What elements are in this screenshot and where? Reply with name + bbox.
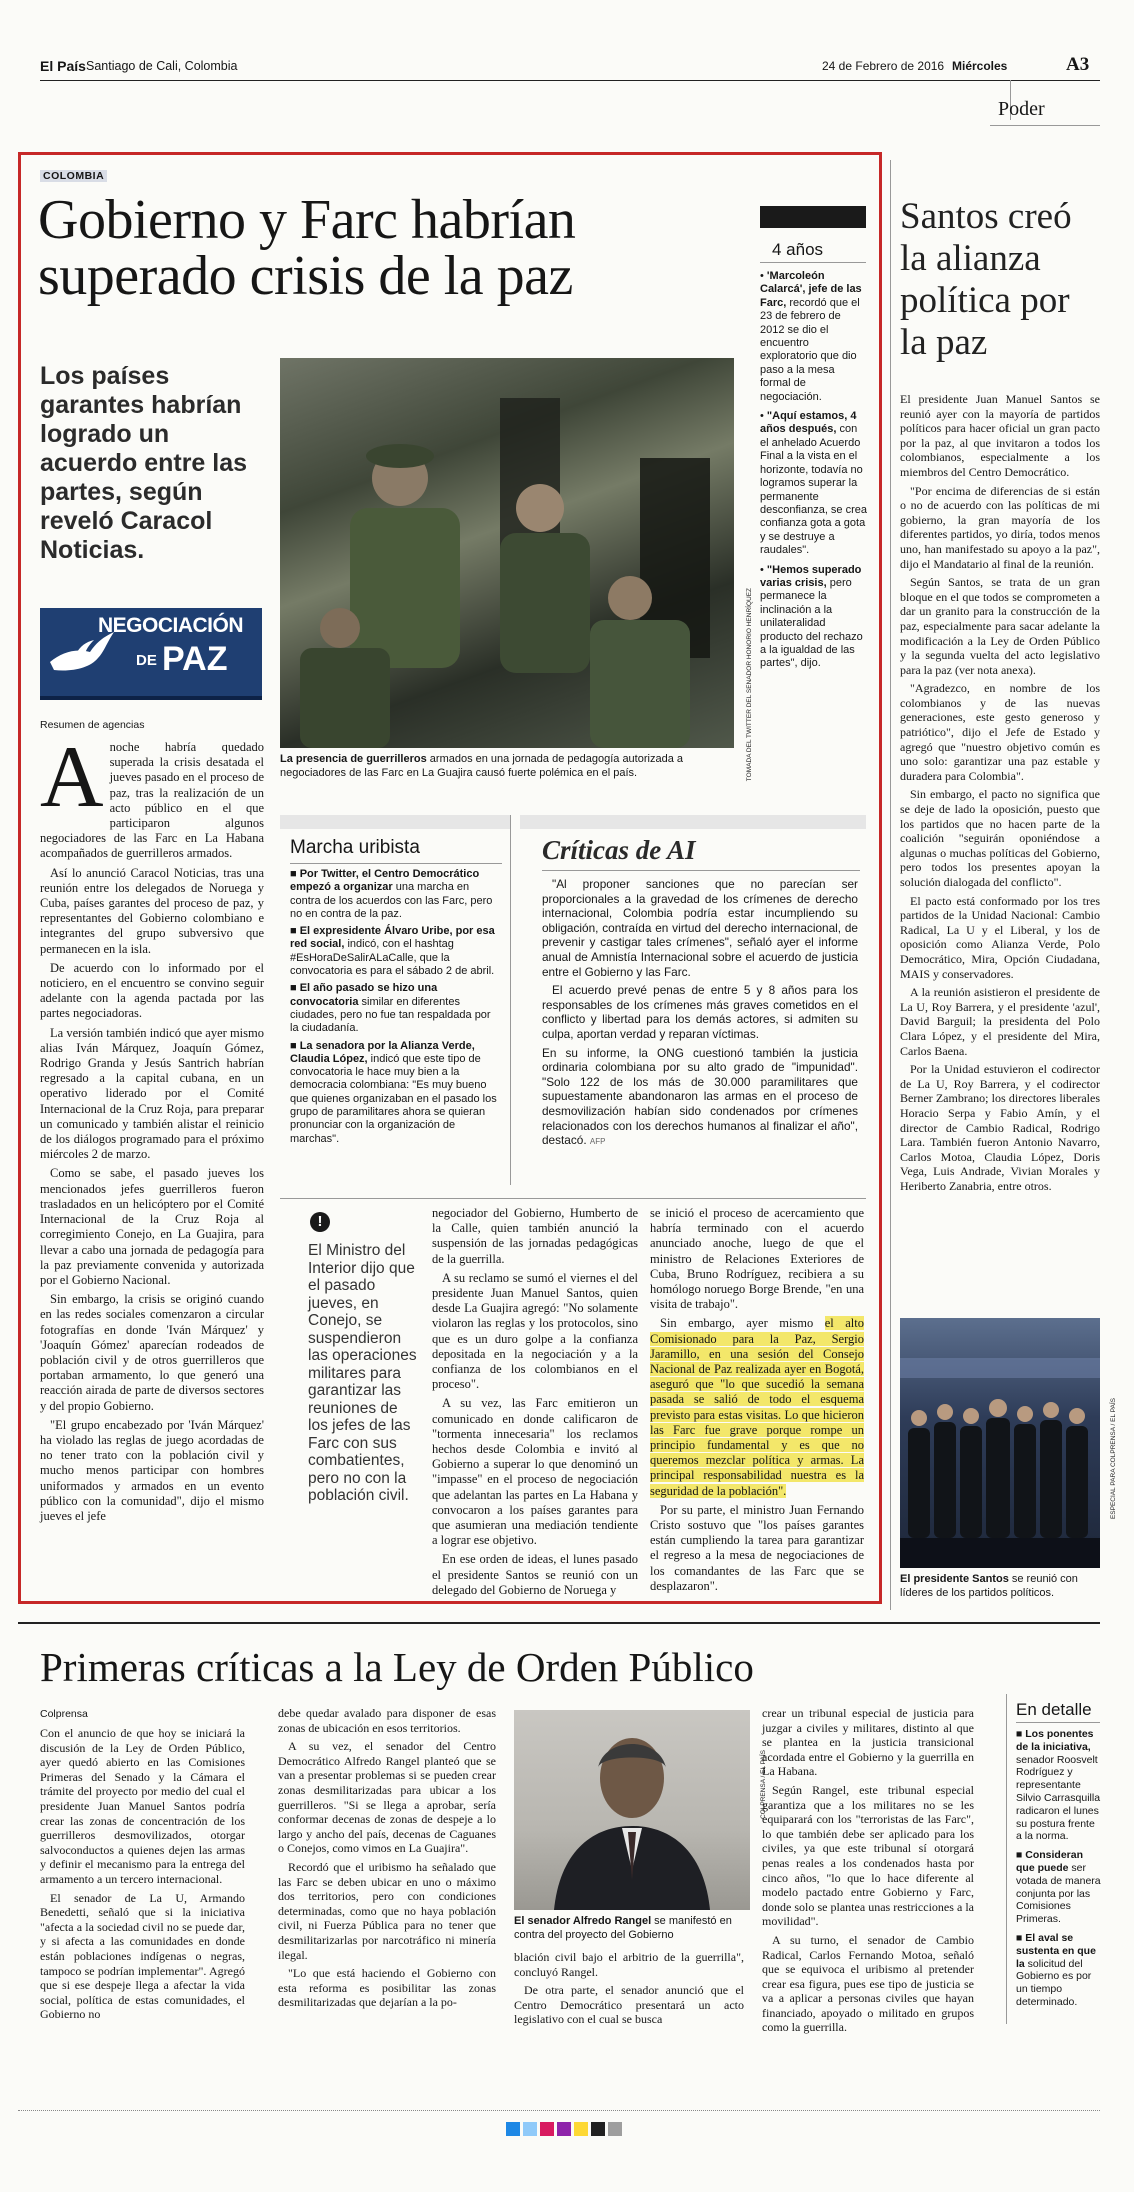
cuatro-anos-rule [760,262,866,263]
santos-caption: El presidente Santos se reunió con líderes de los partidos políticos. [900,1573,1078,1599]
logo-text-1: NEGOCIACIÓN [98,614,244,637]
santos-headline: Santos creó la alianza política por la paz [900,196,1072,363]
criticas-rule [542,870,860,871]
marcha-title: Marcha uribista [290,837,420,858]
main-col-3: negociador del Gobierno, Humberto de la Calle, quien también anunció la suspensión de las jornadas pedagógicas de la guerrilla. A su reclamo se sumó el viernes el del presidente Juan Manuel Santos, quien desde La Guajira agregó: "No solamente violaron las reglas y los protocolos, sino que es un duro golpe a la confianza depositada en la negociación y a la confianza de los colombianos en el proceso". A su vez, las Farc emitieron un comunicado en donde calificaron de "tormenta innecesaria" los reclamos hechos desde Colombia e invitó al Gobierno a superar lo que denominó un "impasse" en el proceso de negociación que adelantan las partes en La Habana y convocaron a los países garantes para que asumieran una mediación tendiente a lograr ese objetivo. En ese orden de ideas, el lunes pasado el presidente Santos se reunió con un delegado del Gobierno de Noruega y [432,1206,638,1597]
color-swatch [591,2122,605,2136]
color-swatch [506,2122,520,2136]
color-swatch [608,2122,622,2136]
paper-name: El País [40,58,86,74]
detalle-rule [1016,1722,1100,1723]
color-swatch [574,2122,588,2136]
logo-text-3: PAZ [162,640,228,678]
logo-text-2: DE [136,652,157,669]
criticas-text: "Al proponer sanciones que no parecían ser proporcionales a la gravedad de los crímenes de derecho internacional, Colombia podría estar incumpliendo su obligación, contraída en virtud del derecho internacional, de prevenir y castigar tales crímenes", señaló ayer el informe anual de Amnistía Internacional sobre el acuerdo de justicia entre el Gobierno y las Farc. El acuerdo prevé penas de entre 5 y 8 años para los responsables de los crímenes más graves cometidos en el conflicto y libertad para los demás actores, si admiten su culpa, aportan verdad y reparan víctimas. En su informe, la ONG cuestionó también la justicia ordinaria colombiana por su alto grado de "impunidad". "Solo 122 de los más de 30.000 paramilitares que supuestamente abandonaron las armas en el proceso de desmovilización habían sido condenados por crímenes relacionados con los derechos humanos al finalizar el año", destacó. AFP [542,877,858,1148]
bottom-col-3: blación civil bajo el arbitrio de la guerrilla", concluyó Rangel. De otra parte, el senador anunció que el Centro Democrático presentará un acto legislativo con el cual se busca [514,1950,744,2027]
highlighted-quote: el alto Comisionado para la Paz, Sergio Jaramillo, en una sesión del Consejo Nacional de Paz realizada ayer en Bogotá, aseguró que "lo que sucedió la semana pasada se salió de todo el esquema previsto para estas visitas. Lo que hicieron las Farc fue grave porque rompe un principio fundamental y es que no queremos mezclar política y armas. La principal responsabilidad nuestra es la seguridad de la población". [650,1316,864,1498]
bottom-rule [18,1622,1100,1624]
right-column-divider [890,160,891,1610]
marcha-bar [280,815,510,829]
date: 24 de Febrero de 2016 [822,59,945,73]
santos-photo [900,1318,1117,1568]
color-swatch [523,2122,537,2136]
detalle-list [1016,1728,1102,2009]
bottom-col-4: crear un tribunal especial de justicia para juzgar a civiles y militares, distinto al que se plantea en la justicia transicional acordada entre el Gobierno y la guerrilla en La Habana. Según Rangel, este tribunal especial garantiza que a los militares no se les equiparará con los "terroristas de las Farc", lo que también debe ser aplicado para los civiles, ya que este tribunal sí otorgará penas reales a los condenados hasta por cinco años, "lo que lo hace diferente al modelo pactado entre Gobierno y Farc, donde solo se plantea unas restricciones a la movilidad". A su turno, el senador de Cambio Radical, Carlos Fernando Motoa, señaló que se equivoca el uribismo al pretender crear esa figura, pues ese tipo de justicia se va a aplicar a personas civiles que hayan financiado, apoyado o militado en grupos como la guerrilla. [762,1706,974,2035]
detalle-item: ■ El aval se sustenta en que la solicitud del Gobierno es por un tiempo determinado. [1016,1931,1096,2008]
detalle-item: ■ Los ponentes de la iniciativa, senador Roosvelt Rodríguez y representante Silvio Carrasquilla radicaron el lunes su postura frente a la norma. [1016,1728,1101,1843]
main-col-1 [40,729,264,1528]
cuatro-item: • 'Marcoleón Calarcá', jefe de las Farc, recordó que el 23 de febrero de 2012 se dio el encuentro exploratorio que dio paso a la mesa formal de negociación. [760,270,862,403]
color-swatch [540,2122,554,2136]
location: Santiago de Cali, Colombia [86,59,238,73]
marcha-item: ■ El expresidente Álvaro Uribe, por esa red social, indicó, con el hashtag #EsHoraDeSalirALaCalle, que la convocatoria es para el sábado 2 de abril. [290,925,495,978]
marcha-item: ■ El año pasado se hizo una convocatoria similar en diferentes ciudades, pero no fue tan respaldada por la ciudadanía. [290,982,491,1035]
weekday: Miércoles [952,59,1008,73]
mid-rule [280,1198,866,1199]
detalle-divider [1006,1694,1007,2024]
main-col-4: se inició el proceso de acercamiento que habría terminado con el acuerdo anunciado anoche, luego de que el ministro de Relaciones Exteriores de Cuba, Bruno Rodríguez, recibiera a su homólogo noruego Borge Brende, "en una visita de trabajo". Sin embargo, ayer mismo el alto Comisionado para la Paz, Sergio Jaramillo, en una sesión del Consejo Nacional de Paz realizada ayer en Bogotá, aseguró que "lo que sucedió la semana pasada se salió de todo el esquema previsto para estas visitas. Lo que hicieron las Farc fue grave porque rompe un principio fundamental y es que no queremos mezclar política y armas. La principal responsabilidad nuestra es la seguridad de la población". Por su parte, el ministro Juan Fernando Cristo sostuvo que "los países garantes están cumpliendo la tarea para garantizar el regreso a la mesa de negociaciones de los comandantes de las Farc que se desplazaron". [650,1206,864,1593]
negociacion-logo [40,608,262,700]
bottom-col-2: debe quedar avalado para disponer de esas zonas de ubicación en esos territorios. A su vez, el senador del Centro Democrático Alfredo Rangel planteó que se van a presentar problemas si se pueden crear zonas desmilitarizadas para ubicar a los guerrilleros. "Si se llega a aprobar, sería conformar decenas de zonas de despeje a lo largo y ancho del país, decenas de Caguanes o Conejos, como vimos en La Guajira". Recordó que el uribismo ha señalado que las Farc se deben ubicar en uno o máximo dos territorios, pero con condiciones determinadas, como que no haya población civil, ni Fuerza Pública para no tener que desmilitarizarlas por narcotráfico ni minería ilegal. "Lo que está haciendo el Gobierno con esta reforma es posibilitar las zonas desmilitarizadas que dejarían a la po- [278,1706,496,2010]
section-rule [990,125,1100,126]
dropcap: A [40,729,104,826]
cuatro-item: • "Aquí estamos, 4 años después, con el anhelado Acuerdo Final a la vista en el horizonte, todavía no logramos superar la permanente desconfianza, se crea confianza gota a gota y se destruye a raudales". [760,410,868,557]
santos-text: El presidente Juan Manuel Santos se reunió ayer con la mayoría de partidos políticos para hacer oficial un gran pacto por la paz, al que invitaron a todos los colombianos, especialmente a los miembros del Centro Democrático. "Por encima de diferencias de si están o no de acuerdo con las políticas de mi gobierno, la gran mayoría de los diferentes partidos, yo diría, todos menos uno, han manifestado su apoyo a la paz", dijo el Mandatario al final de la reunión. Según Santos, se trata de un gran bloque en el que todos se comprometen a dar un granito para la construcción de la paz, especialmente para sacar adelante la modificación a la Ley de Orden Público y la segunda vuelta del acto legislativo para la paz (ver nota anexa). "Agradezco, en nombre de los colombianos y de las nuevas generaciones, este gesto generoso y patriótico", dijo el Jefe de Estado y agregó que "nuestro objetivo común es uno solo: garantizar una paz estable y duradera para Colombia". Sin embargo, el pacto no significa que se deje de lado la oposición, puesto que los partidos que no hacen parte de la coalición "seguirán oponiéndose a algunas o muchas políticas del Gobierno, pero todos los presentes apoyan la solución dialogada del conflicto". El pacto está conformado por los tres partidos de la Unidad Nacional: Cambio Radical, La U y el Liberal, y los de oposición como Alianza Verde, Polo Democrático, Mira, Opción Ciudadana, MAIS y conservadores. A la reunión asistieron el presidente de La U, Roy Barrera, y el presidente 'azul', David Barguil; la presidenta del Polo Clara López, y el presidente del Mira, Carlos Baena. Por la Unidad estuvieron el codirector de La U, Roy Barrera, y el codirector Berner Zambrano; los directores liberales Horacio Serpa y Fabio Amín, y el director de Cambio Radical, Rodrigo Lara. También fueron Antonio Navarro, Carlos Motoa, Claudia López, Doris Vega, Luis Andrade, Vivian Morales y Heriberto Zanabria, entre otros. [900,392,1100,1193]
cuatro-anos-title: 4 años [772,240,824,259]
photo-caption: La presencia de guerrilleros armados en una jornada de pedagogía autorizada a negociadores de las Farc en La Guajira causó fuerte polémica en el país. [280,753,683,779]
section-tag: COLOMBIA [40,170,107,182]
section-label: Poder [998,98,1045,120]
photo-credit: TOMADA DEL TWITTER DEL SENADOR HONORIO HENRÍQUEZ [746,588,753,782]
main-headline: Gobierno y Farc habrían superado crisis de la paz [38,189,576,307]
rangel-photo [514,1710,767,1910]
detalle-item: ■ Consideran que puede ser votada de manera conjunta por las Comisiones Primeras. [1016,1849,1101,1926]
santos-photo-figures [900,1318,1100,1568]
marcha-box [280,815,511,1185]
main-subhead: Los países garantes habrían logrado un acuerdo entre las partes, según reveló Caracol Noticias. [40,362,248,564]
cuatro-anos-box [760,206,866,228]
page-number: A3 [1066,54,1090,75]
header-rule [40,80,1100,81]
cuatro-item: • "Hemos superado varias crisis, pero permanece la inclinación a la unilateralidad producto del rechazo a la igualdad de las partes", dijo. [760,563,863,670]
bottom-headline: Primeras críticas a la Ley de Orden Público [40,1644,754,1690]
photo-figures [280,358,734,748]
santos-photo-credit: ESPECIAL PARA COLPRENSA / EL PAÍS [1110,1398,1117,1520]
criticas-bar [520,815,866,829]
alert-icon: ! [310,1212,330,1232]
criticas-box [520,815,866,1185]
byline: Resumen de agencias [40,719,145,731]
detalle-title: En detalle [1016,1700,1092,1719]
cuatro-anos-list [760,270,868,671]
marcha-item: ■ Por Twitter, el Centro Democrático empezó a organizar una marcha en contra de los acuerdos con las Farc, pero no en contra de la paz. [290,868,493,920]
rangel-caption: El senador Alfredo Rangel se manifestó en contra del proyecto del Gobierno [514,1915,732,1941]
footer-rule [18,2110,1100,2111]
print-color-bar [506,2122,622,2136]
color-swatch [557,2122,571,2136]
page-header [40,54,1100,76]
rangel-figure [514,1710,750,1910]
criticas-title: Críticas de AI [542,835,696,865]
pull-quote: El Ministro del Interior dijo que el pasado jueves, en Conejo, se suspendieron las operaciones militares para garantizar las reuniones de los jefes de las Farc con sus combatientes, pero no con la población civil. [308,1242,417,1504]
marcha-rule [290,863,502,864]
main-col-1-text: noche habría quedado superada la crisis desatada el jueves pasado en el proceso de paz, tras la realización de un acto público en el que participaron algunos negociadores de las Farc en La Habana acompañados de guerrilleros armados. Así lo anunció Caracol Noticias, tras una reunión entre los delegados de Noruega y Cuba, países garantes del proceso de paz, y representantes del Gobierno colombiano e integrantes del grupo subversivo que permanecen en la isla. De acuerdo con lo informado por el noticiero, en el encuentro se convino seguir adelante con la agenda pactada por las partes negociadoras. La versión también indicó que ayer mismo alias Iván Márquez, Joaquín Gómez, Rodrigo Granda y Jesús Santrich habrían regresado a la capital cubana, en un operativo liderado por el Comité Internacional de la Cruz Roja, para preparar un comunicado y también alistar el reinicio de los diálogos programado para el próximo miércoles 2 de marzo. Como se sabe, el pasado jueves los mencionados jefes guerrilleros fueron trasladados en un helicóptero por el Comité Internacional de la Cruz Roja al corregimiento Conejo, en La Guajira, para llevar a cabo una jornada de pedagogía para la paz previamente convenida y autorizada por el Gobierno Nacional. Sin embargo, la crisis se originó cuando en las redes sociales comenzaron a circular fotografías en donde 'Iván Márquez' y 'Joaquín Gómez' aparecían rodeados de población civil y de otros guerrilleros que portaban armamento, lo que generó una reacción airada de parte de diversos sectores y del propio Gobierno. "El grupo encabezado por 'Iván Márquez' ha violado las reglas de juego acordadas de no tener trato con la población civil y mucho menos participar con hombres uniformados y armados en un evento público con la comunidad", dijo el mismo jueves el jefe [40,740,264,1523]
marcha-item: ■ La senadora por la Alianza Verde, Claudia López, indicó que este tipo de convocatoria le hace muy bien a la democracia colombiana: "Es muy bueno que quienes organizaban en el pasado los grupo de paramilitares ahora se quieran pronunciar con la organización de marchas". [290,1039,497,1145]
rangel-photo-credit: COLPRENSA / EL PAÍS [760,1750,767,1819]
bottom-byline: Colprensa [40,1708,88,1720]
bottom-col-1: Con el anuncio de que hoy se iniciará la discusión de la Ley de Orden Público, ayer quedó abierto en las Comisiones Primeras del Senado y la Cámara el trámite del proyecto por medio del cual el presidente Juan Manuel Santos podría crear las zonas de concentración de los guerrilleros desmovilizados, otorgar salvoconductos a quienes dejen las armas y definir el mecanismo para la entrega del armamento a un tercero internacional. El senador de La U, Armando Benedetti, señaló que si la iniciativa "afecta a la sociedad civil no se puede dar, y si afecta a las comunidades en donde están poblaciones indígenas o negras, tampoco se podrían implementar". Agregó que si ese despeje llega a afectar la vida social, política de estas comunidades, el Gobierno no [40,1726,245,2022]
marcha-list [280,868,510,1146]
